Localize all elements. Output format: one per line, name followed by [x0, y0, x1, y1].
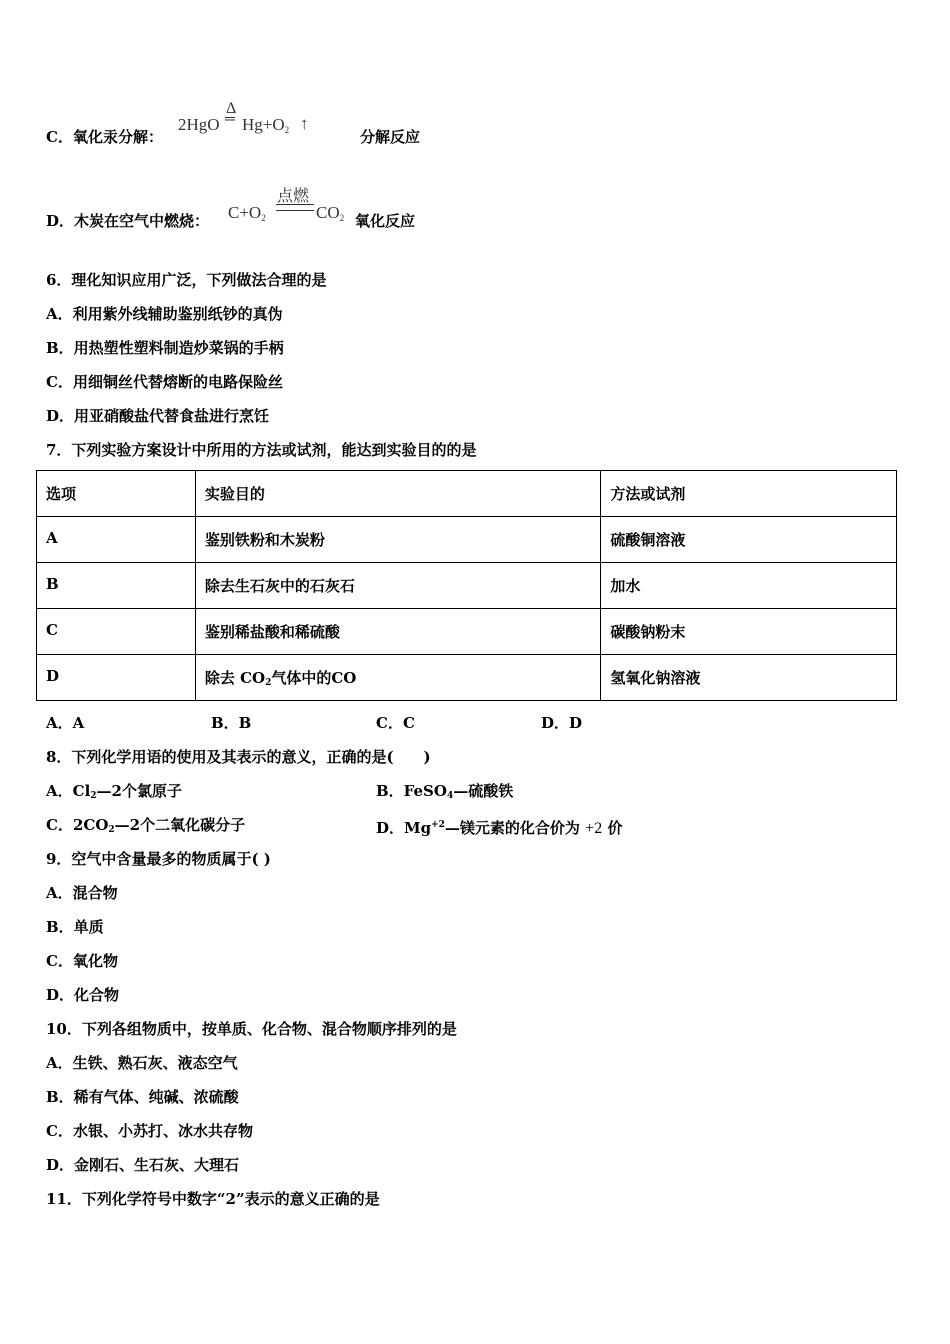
- q5-option-d-equation: [228, 183, 358, 227]
- table-header-cell: 实验目的: [195, 471, 601, 517]
- eq-rhs: $CO_2$: [316, 203, 345, 223]
- q5-option-c-equation: [178, 100, 318, 140]
- q6-option-b: B．用热塑性塑料制造炒菜锅的手柄: [46, 339, 284, 357]
- q7-answer-a: A．A: [46, 714, 85, 732]
- q8-option-b: B．FeSO$_4$—硫酸铁: [376, 782, 514, 801]
- eq-rhs: $Hg+O_2$: [242, 115, 290, 135]
- q7-answer-c: C．C: [376, 714, 415, 732]
- q6-option-d: D．用亚硝酸盐代替食盐进行烹饪: [46, 407, 270, 425]
- q9-option-d: D．化合物: [46, 986, 120, 1004]
- eq-double-line: [276, 204, 314, 211]
- q10-stem: 10．下列各组物质中，按单质、化合物、混合物顺序排列的是: [46, 1020, 457, 1038]
- q11-stem: 11．下列化学符号中数字“2”表示的意义正确的是: [46, 1190, 380, 1208]
- q7-stem: 7．下列实验方案设计中所用的方法或试剂，能达到实验目的的是: [46, 441, 477, 459]
- q5-option-c-type: 分解反应: [360, 128, 421, 146]
- table-cell: 氢氧化钠溶液: [601, 655, 897, 701]
- q7-table: [36, 470, 897, 701]
- eq-delta: Δ: [226, 100, 237, 117]
- table-cell: 加水: [601, 563, 897, 609]
- q9-option-b: B．单质: [46, 918, 104, 936]
- q10-option-a: A．生铁、熟石灰、液态空气: [46, 1054, 238, 1072]
- table-cell: A: [37, 517, 196, 563]
- q8-option-d: D．$Mg^{+2}—$镁元素的化合价为 +2 价: [376, 819, 623, 837]
- q7-answer-d: D．D: [541, 714, 583, 732]
- eq-condition: 点燃: [277, 188, 310, 205]
- table-row: [37, 563, 897, 609]
- eq-arrow: ↑: [300, 114, 309, 133]
- eq-sign: ═: [225, 112, 235, 127]
- table-header-cell: 方法或试剂: [601, 471, 897, 517]
- table-header-row: [37, 471, 897, 517]
- q8-option-a: A．$Cl_2—2$个氯原子: [46, 782, 182, 801]
- table-cell: 除去 $CO_2$气体中的CO: [195, 655, 601, 701]
- table-cell: D: [37, 655, 196, 701]
- q7-answer-b: B．B: [211, 714, 252, 732]
- q10-option-c: C．水银、小苏打、冰水共存物: [46, 1122, 253, 1140]
- q9-option-a: A．混合物: [46, 884, 118, 902]
- q8-option-c: C．$2CO_2—2$个二氧化碳分子: [46, 816, 246, 835]
- q6-stem: 6．理化知识应用广泛，下列做法合理的是: [46, 271, 327, 289]
- q9-stem: 9．空气中含量最多的物质属于( ): [46, 850, 271, 868]
- q6-option-a: A．利用紫外线辅助鉴别纸钞的真伪: [46, 305, 283, 323]
- q5-option-c-label: C．氧化汞分解：: [46, 128, 163, 146]
- eq-lhs: 2HgO: [178, 115, 220, 134]
- table-cell: 碳酸钠粉末: [601, 609, 897, 655]
- q10-option-b: B．稀有气体、纯碱、浓硫酸: [46, 1088, 239, 1106]
- q6-option-c: C．用细铜丝代替熔断的电路保险丝: [46, 373, 283, 391]
- q5-option-d-type: 氧化反应: [355, 212, 416, 230]
- q8-stem: 8．下列化学用语的使用及其表示的意义，正确的是( ): [46, 748, 431, 766]
- q10-option-d: D．金刚石、生石灰、大理石: [46, 1156, 240, 1174]
- q5-option-d-label: D．木炭在空气中燃烧：: [46, 212, 210, 230]
- table-row: [37, 609, 897, 655]
- table-cell: 除去生石灰中的石灰石: [195, 563, 601, 609]
- table-header-cell: 选项: [37, 471, 196, 517]
- table-cell: 鉴别铁粉和木炭粉: [195, 517, 601, 563]
- table-row: [37, 517, 897, 563]
- table-cell: B: [37, 563, 196, 609]
- table-cell: 鉴别稀盐酸和稀硫酸: [195, 609, 601, 655]
- eq-lhs: $C+O_2$: [228, 203, 266, 223]
- table-cell: 硫酸铜溶液: [601, 517, 897, 563]
- table-row: [37, 655, 897, 701]
- q9-option-c: C．氧化物: [46, 952, 118, 970]
- table-cell: C: [37, 609, 196, 655]
